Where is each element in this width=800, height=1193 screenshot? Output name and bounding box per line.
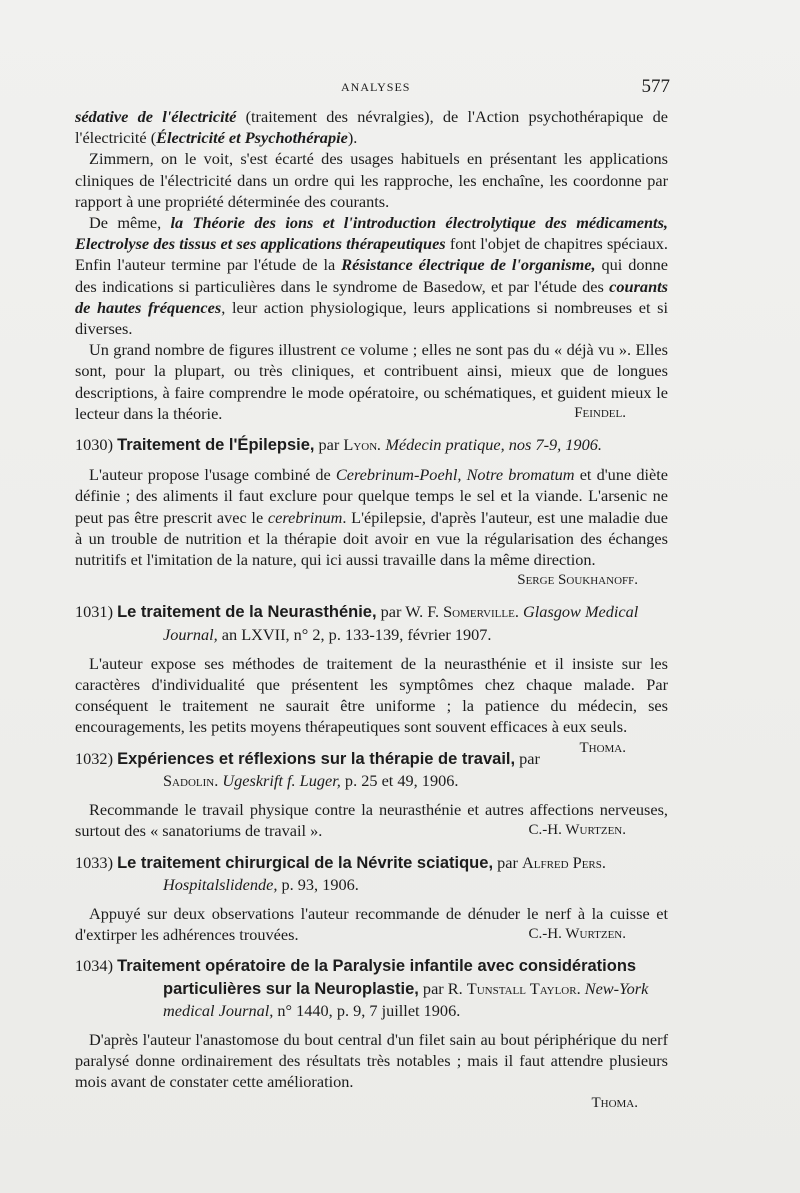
entry-journal: Hospitalslidende, bbox=[163, 874, 278, 894]
entry-body bbox=[75, 464, 668, 570]
entry-journal: Ugeskrift f. Luger, bbox=[222, 770, 341, 790]
entry-signature: Thoma. bbox=[591, 1094, 638, 1111]
entry-number: 1030) bbox=[75, 435, 113, 455]
p3-text-g: , leur action physiologique, leurs applications si nombreuses et si diverses. bbox=[75, 297, 669, 339]
entry-body: D'après l'auteur l'anastomose du bout central d'un filet sain au bout périphérique du nerf paralysé donne ordinairement des résultats très notables ; mais il faut attendre plusieurs mois avant de constater cette amélioration. bbox=[75, 1029, 668, 1092]
entry-ref-sep: . bbox=[601, 852, 606, 872]
entry-body bbox=[75, 799, 668, 841]
page-content bbox=[75, 106, 668, 1114]
entry-1034 bbox=[75, 955, 668, 1113]
body-text: Appuyé sur deux observations l'auteur recommande de dénuder le nerf à la cuisse et d'extirper les adhérences trouvées. bbox=[75, 903, 668, 945]
entry-number: 1032) bbox=[75, 748, 113, 768]
intro-signature: Feindel. bbox=[574, 404, 626, 421]
entry-title: Le traitement chirurgical de la Névrite sciatique, bbox=[117, 853, 494, 872]
entry-ref-sep: . bbox=[214, 770, 223, 790]
intro-paragraph-2: Zimmern, on le voit, s'est écarté des usages habituels en présentant les applications cliniques de l'électricité dans un ordre qui les rapproche, les enchaîne, les coordonne par rapport à une propriété déterminée des courants. bbox=[75, 149, 668, 211]
entry-author: Tunstall Taylor bbox=[466, 978, 577, 998]
running-head: ANALYSES bbox=[341, 80, 411, 94]
entry-reference: p. 25 et 49, 1906. bbox=[340, 770, 459, 790]
page-header bbox=[75, 78, 670, 100]
entry-body bbox=[75, 903, 668, 945]
entry-author: Somerville bbox=[443, 602, 515, 622]
entry-by: par bbox=[314, 435, 344, 455]
p4-text: Un grand nombre de figures illustrent ce volume ; elles ne sont pas du « déjà vu ». Elles sont, pour la plupart, ou très cliniques, et contribuent ainsi, mieux que de longues descriptions, à faire comprendre le mode opératoire, ou schématiques, et guident mieux le lecteur dans la théorie. bbox=[75, 340, 668, 423]
entry-number: 1034) bbox=[75, 956, 113, 976]
entry-reference: an LXVII, n° 2, p. 133-139, février 1907. bbox=[217, 624, 492, 644]
entry-author: Alfred Pers bbox=[521, 852, 602, 872]
entry-by: par W. F. bbox=[376, 602, 444, 622]
body-d: cerebrinum bbox=[267, 507, 343, 527]
entry-title: Traitement opératoire de la Paralysie infantile avec considérations particulières sur la Neuroplastie, bbox=[117, 957, 637, 998]
intro-paragraph-3 bbox=[75, 212, 668, 339]
body-text: Recommande le travail physique contre la neurasthénie et autres affections nerveuses, surtout des « sanatoriums de travail ». bbox=[75, 800, 668, 841]
entry-reference: n° 1440, p. 9, 7 juillet 1906. bbox=[273, 1000, 461, 1020]
entry-heading bbox=[75, 955, 668, 1021]
intro-text-end: ). bbox=[347, 128, 358, 148]
p3-italic-d: Résistance électrique de l'organisme, bbox=[341, 255, 596, 275]
entry-reference: . Médecin pratique, nos 7-9, 1906. bbox=[377, 435, 602, 455]
entry-journal: New-York medical Journal, bbox=[163, 978, 649, 1020]
p3-text-a: De même, bbox=[89, 213, 171, 233]
page-number: 577 bbox=[641, 76, 670, 97]
p3-italic-b: la Théorie des ions et l'introduction électrolytique des médicaments, Electrolyse des tissus et ses applications thérapeutiques bbox=[75, 213, 668, 254]
entry-by: par bbox=[493, 852, 522, 872]
entry-1032 bbox=[75, 748, 668, 842]
body-a: L'auteur propose l'usage combiné de bbox=[89, 465, 336, 485]
entry-title: Expériences et réflexions sur la thérapie de travail, bbox=[117, 749, 516, 768]
p3-italic-f: courants de hautes fréquences bbox=[75, 276, 668, 317]
entry-heading bbox=[75, 852, 668, 895]
entry-by: par R. bbox=[418, 978, 467, 998]
entry-by: par bbox=[515, 748, 540, 768]
intro-title-italic: sédative de l'électricité bbox=[75, 107, 237, 126]
intro-italic-ref: Électricité et Psychothérapie bbox=[156, 128, 348, 148]
entry-title: Traitement de l'Épilepsie, bbox=[117, 436, 315, 455]
entry-signature: Thoma. bbox=[579, 739, 626, 756]
entry-ref-sep: . bbox=[576, 978, 585, 998]
body-e: . L'épilepsie, d'après l'auteur, est une maladie due à un trouble de nutrition et la thérapie doit avoir en vue la régularisation des échanges nutritifs et l'imitation de la nature, qui ici aussi travaille dans la même direction. bbox=[75, 507, 668, 570]
entry-heading bbox=[75, 601, 668, 644]
intro-text: (traitement des névralgies), de l'Action psychothérapique de l'électricité ( bbox=[75, 107, 669, 148]
entry-number: 1031) bbox=[75, 602, 113, 622]
p3-text-e: qui donne des indications si particulières dans le syndrome de Basedow, et par l'étude des bbox=[75, 255, 669, 296]
intro-paragraph-4 bbox=[75, 339, 668, 424]
entry-journal: Glasgow Medical Journal, bbox=[163, 602, 639, 644]
entry-signature: Serge Soukhanoff. bbox=[517, 572, 638, 589]
entry-1033 bbox=[75, 852, 668, 946]
entry-signature: C.-H. Wurtzen. bbox=[528, 822, 626, 839]
entry-reference: p. 93, 1906. bbox=[277, 874, 359, 894]
entry-1030 bbox=[75, 434, 668, 591]
entry-1031 bbox=[75, 601, 668, 756]
body-text: L'auteur expose ses méthodes de traitement de la neurasthénie et il insiste sur les caractères d'individualité que présentent les symptômes chez chaque malade. Par conséquent le traitement ne saurait être uniforme ; la patience du médecin, ses encouragements, les petits moyens thérapeutiques sont souvent efficaces à eux seuls. bbox=[75, 653, 668, 737]
intro-paragraph-1 bbox=[75, 106, 668, 148]
entry-author: Sadolin bbox=[163, 770, 215, 790]
entry-number: 1033) bbox=[75, 852, 113, 872]
p3-text-c: font l'objet de chapitres spéciaux. Enfin l'auteur termine par l'étude de la bbox=[75, 234, 668, 275]
entry-body bbox=[75, 653, 668, 756]
entry-title: Le traitement de la Neurasthénie, bbox=[117, 603, 377, 622]
entry-signature: C.-H. Wurtzen. bbox=[528, 926, 626, 943]
body-b: Cerebrinum-Poehl, Notre bromatum bbox=[335, 465, 575, 485]
entry-author: Lyon bbox=[343, 435, 378, 455]
body-c: et d'une diète définie ; des aliments il faut exclure pour quelque temps le sel et la viande. L'arsenic ne peut pas être prescrit avec le bbox=[75, 465, 668, 527]
entry-ref-sep: . bbox=[514, 602, 523, 622]
entry-heading bbox=[75, 434, 668, 456]
